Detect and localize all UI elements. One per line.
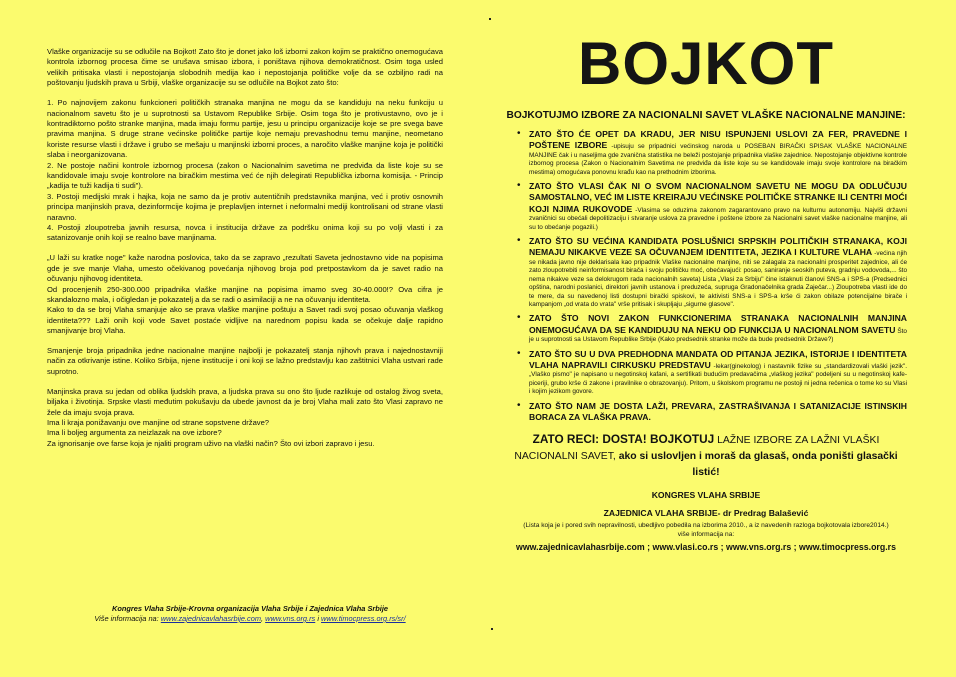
signature-zajednica: ZAJEDNICA VLAHA SRBIJE- dr Predrag Balašević bbox=[603, 508, 809, 519]
left-column bbox=[47, 47, 443, 449]
question-paragraph: Kako to da se broj Vlaha smanjuje ako se prava vlaške manjine poštuju a Savet radi svoj posao očuvanja vlaškog identiteta??? Laži onih koji vode Savet postaće vidljive na narednom popisu kada se očekuje dalje rapidno smanjivanje broj Vlaha. bbox=[47, 305, 443, 336]
subtitle: BOJKOTUJMO IZBORE ZA NACIONALNI SAVET VLAŠKE NACIONALNE MANJINE: bbox=[506, 110, 906, 121]
list-item: • ZATO ŠTO VLASI ČAK NI O SVOM NACIONALNOM SAVETU NE MOGU DA ODLUČUJU SAMOSTALNO, VEĆ IM LISTE KREIRAJU VEĆINSKE POLITIČKE STRANKE ILI CENTRI MOĆI KOJI NJIMA RUKOVODE -Vlasima se oduzima zakonom zagarantovano pravo na kulturnu autonomiju. Najviši državni zvaničnici su obećali depolitizaciju i stvaranje uslova za pravedne i poštene izbore za Nacionalni savet vlaške nacionalne manjine, ali su to obećanje pogazili.) bbox=[519, 181, 907, 232]
call-big: ZATO RECI: DOSTA! BOJKOTUJ bbox=[532, 432, 715, 447]
page-title: BOJKOT bbox=[577, 30, 835, 97]
question-line: Za ignorisanje ove farse koja je njaliti program uživo na vlaški način? Što ovi izbori zapravo i jesu. bbox=[47, 438, 375, 448]
reason-item: 3. Postoji medijski mrak i hajka, koja ne samo da je protiv autentičnih predstavnika manjina, već i protiv osnovnih principa manjinskih prava, dezinformcije kojima je preplavljen internet i neformalni mediji kontrolisani od strane vlasti naravno. bbox=[47, 191, 443, 222]
link-timocpress[interactable]: www.timocpress.org.rs/sr/ bbox=[321, 614, 406, 623]
website-links bbox=[505, 541, 907, 554]
more-info-line: Više informacija na: www.zajednicavlahasrbije.com, www.vns.org.rs i www.timocpress.org.rs/sr/ bbox=[94, 614, 406, 623]
link-vns[interactable]: www.vns.org.rs bbox=[265, 614, 316, 623]
website-links-text[interactable]: www.zajednicavlahasrbije.com ; www.vlasi.co.rs ; www.vns.org.rs ; www.timocpress.org.rs bbox=[515, 542, 896, 553]
call-bold: ako si uslovljen i moraš da glasaš, onda poništi glasački listić! bbox=[615, 451, 898, 479]
list-note: (Lista koja je i pored svih nepravilnosti, ubedljivo pobedila na izborima 2010., a iz navedenih razloga bojkotovala izbore2014.) bbox=[523, 522, 889, 530]
signature-kongres: KONGRES VLAHA SRBIJE bbox=[651, 490, 761, 501]
reason-item: 1. Po najnovijem zakonu funkcioneri političkih stranaka manjina ne mogu da se kandiduju na neku funkciju u nacionalnom savetu što je u suprotnosti sa Ustavom Republike Srbije. Osim toga što je protivustavno, ovo je i kontradiktorno pošto stranke manjina, mada imaju formu partije, jesu u principu organizacije koje se pre svega bave pravima manjina. S druge strane većinske političke partije koje nemaju prevashodnu temu manjine, neometano koriste resurse vlasti i države i grubo se mešaju u manjinski izborni proces, a naročito vlaške manjine koja je politički slaba i neorganizovana. bbox=[47, 98, 443, 160]
right-column bbox=[505, 24, 907, 554]
organization-name: Kongres Vlaha Srbije-Krovna organizacija Vlaha Srbije i Zajednica Vlaha Srbije bbox=[111, 604, 388, 613]
list-item: • ZATO ŠTO SU VEĆINA KANDIDATA POSLUŠNICI SRPSKIH POLITIČKIH STRANAKA, KOJI NEMAJU NIKAKVE VEZE SA OČUVANJEM IDENTITETA, JEZIKA I KULTURE VLAHA -većina njih se nikada javno nije deklarisala kao pripadnik Vlaške nacionalne manjine, niti se zalagala za nacionalni prosperitet zajednice, ali će zato zloupotrebiti neinformisanost birača i svoju političku moć, obećavajući: posao, saniranje seoskih puteva, gradnju vodovoda,... što nema nikakve veze sa delokrugom rada nacionalnih saveta) Lista „Vlasi za Srbiju" čine istaknuti članovi SNS-a i SPS-a (Predsednici opština, narodni poslanici, direktori javnih ustanova i preduzeća, supruga Gradonačelnika grada Zaječar...) Zloupotreba vlasti ide do te mere, da su navedenoj listi dostupni birački spiskovi, te aktivisti SNS-a i SPS-a krše ći zakon obilaze potencijalne birače i kampanjom „od vrata do vrata" vrše pritisak i skupljaju „sigurne glasove". bbox=[519, 236, 907, 309]
question-line: Ima li kraja ponižavanju ove manjine od strane sopstvene države? bbox=[47, 418, 270, 427]
intro-paragraph: Vlaške organizacije su se odlučile na Bojkot! Zato što je donet jako loš izborni zakon kojim se praktično onemogućava kontrola izbornog procesa čime se urušava smisao izbora, i poništava njihova demokratičnost. Osim toga usled velikih pritisaka vlasti i nepostojanja slobodnih medija kao i nepostojanja političke volje da se ozbiljno radi na poštovanju ljudskih prava u Srbiji, vlaške organizacije su se odlučile na Bojkot zato što: bbox=[47, 47, 443, 88]
list-item: • ZATO ŠTO NAM JE DOSTA LAŽI, PREVARA, ZASTRAŠIVANJA I SATANIZACIJE ISTINSKIH BORACA ZA VLAŠKA PRAVA. bbox=[519, 401, 907, 424]
print-mark bbox=[491, 628, 493, 630]
left-footer bbox=[50, 604, 450, 624]
reasons-list bbox=[505, 129, 907, 423]
reason-item: 2. Ne postoje načini kontrole izbornog procesa (zakon o Nacionalnim savetima ne predviđa da liste koje su se kandidovale imaju svoje kontrolore na biračkim mestima već će njih delegirati Republička izborna komisija. - Princip „kadija te tuži kadija ti sudi"). bbox=[47, 160, 443, 191]
link-zajednica[interactable]: www.zajednicavlahasrbije.com bbox=[160, 614, 262, 623]
call-rest: LAŽNE IZBORE ZA LAŽNI VLAŠKI NACIONALNI SAVET, bbox=[514, 435, 880, 463]
estimate-paragraph: Od procenjenih 250-300.000 pripadnika vlaške manjine na popisima imamo sveg 30-40.000!? Ova cifra je skandalozno mala, i očigledan je pokazatelj a da se radi o asimilaciji a ne na očuvanju identiteta. bbox=[47, 284, 443, 304]
list-item: • ZATO ŠTO NOVI ZAKON FUNKCIONERIMA STRANAKA NACIONALNIH MANJINA ONEMOGUĆAVA DA SE KANDIDUJU NA NEKU OD FUNKCIJA U NACIONALNOM SAVETU Što je u suprotnosti sa Ustavom Republike Srbije (Kako predsednik stranke može da bude predsednik Države?) bbox=[519, 313, 907, 344]
reason-item: 4. Postoji zloupotreba javnih resursa, novca i institucija države za podršku onima koji su po volji vlasti i za satanizovanje onih koji se realno bave manjinama. bbox=[47, 223, 443, 243]
decrease-paragraph: Smanjenje broja pripadnika jedne nacionalne manjine najbolji je pokazatelj stanja njihovh prava i najednostavniji način za otkrivanje istine. Koliko Srbija, njene institucije i oni koji se lažno predstavlju kao zaštitnici Vlaha ustvari rade suprotno. bbox=[47, 346, 443, 376]
list-item: • ZATO ŠTO ĆE OPET DA KRADU, JER NISU ISPUNJENI USLOVI ZA FER, PRAVEDNE I POŠTENE IZBORE -upisuju se pripadnici većinskog naroda u POSEBAN BIRAČKI SPISAK VLAŠKE NACIONALNE MANJINE čak i u naseljima gde zvanična statistika ne beleži postojanje pripadnika vlaške zajednice. Nepostojanje objektivne kontrole izbornog procesa (Zakon o Nacionalnim Savetima ne predviđa da liste koje su se kandidovale imaju svoje kontrolore na biračkim mestima) omogućava ponovnu krađu kao na prethodnim izborima. bbox=[519, 129, 907, 177]
question-line: Ima li boljeg argumenta za neizlazak na ove izbore? bbox=[47, 428, 222, 438]
print-mark bbox=[489, 18, 491, 20]
call-to-action bbox=[505, 431, 907, 481]
rights-paragraph: Manjinska prava su jedan od oblika ljudskih prava, a ljudska prava su ono što ljude razlikuje od ostalog živog sveta, biljaka i životinja. Srpske vlasti međutim pokušavju da ubede javnost da je broj Vlaha mali zato što Vlasi zapravo ne žele da imaju svoja prava. bbox=[47, 386, 443, 417]
list-item: • ZATO ŠTO SU U DVA PREDHODNA MANDATA OD PITANJA JEZIKA, ISTORIJE I IDENTITETA VLAHA NAPRAVILI CIRKUSKU PREDSTAVU -lekar(ginekolog) i nastavnik fizike su „standardizovali vlaški jezik". „Vlaško pismo" je napisano u negotinskoj kafani, a sertifikati budućim predavačima „vlaškog jezika" podeljeni su u negotinskoj kafe-piceriji, grubo krše ći zakone i pravilnike o obrazovanju). Pritom, u školskom programu ne postoji ni jedna rečenica o tome ko su Vlasi i kojim jezikom govore. bbox=[519, 349, 907, 397]
proverb-paragraph: „U laži su kratke noge" kaže narodna poslovica, tako da se zapravo „rezultati Saveta jednostavno vide na popisima gde je sve manje Vlaha, umesto očekivanog povećanja njihovog broja pod pretpostavkom da je savet radio na očuvanju njihovog identiteta. bbox=[47, 253, 443, 284]
more-info-label: Više informacija na: bbox=[94, 614, 159, 623]
signature bbox=[505, 489, 907, 519]
more-info-label: više informacija na: bbox=[677, 531, 735, 539]
